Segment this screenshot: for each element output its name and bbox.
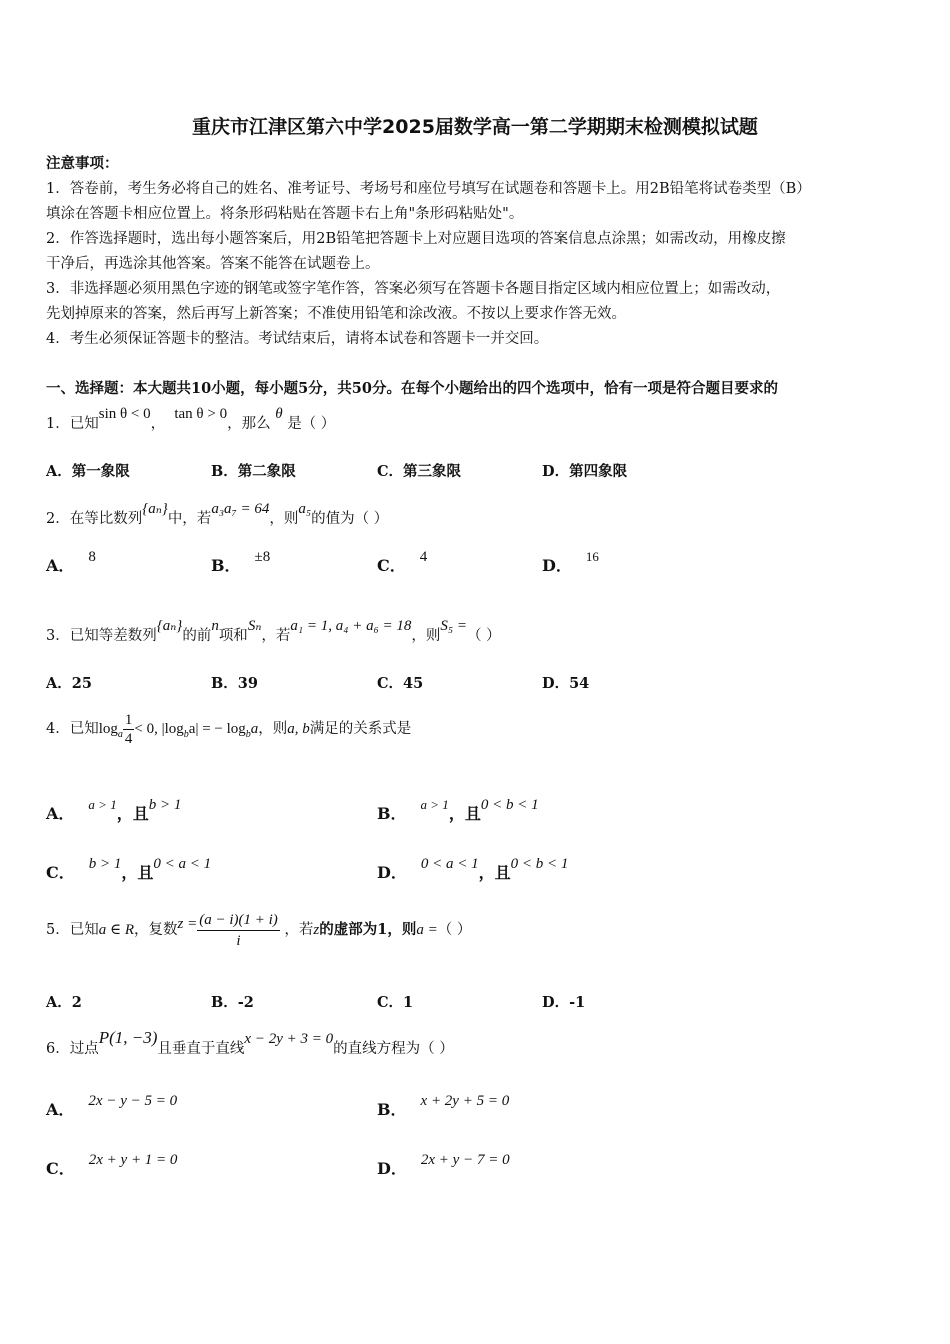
notice-line-3: 2．作答选择题时，选出每小题答案后，用2B铅笔把答题卡上对应题目选项的答案信息点涂黑；如需改动，用橡皮擦 bbox=[46, 231, 786, 247]
q1-sep1: ， bbox=[150, 416, 166, 432]
q3-text-3: ，若 bbox=[261, 628, 291, 644]
q5-option-a[interactable]: A．2 bbox=[46, 994, 82, 1011]
q3-option-c[interactable]: C．45 bbox=[377, 675, 424, 692]
section-heading: 一、选择题：本大题共10小题，每小题5分，共50分。在每个小题给出的四个选项中，恰有一项是符合题目要求的 bbox=[46, 380, 778, 397]
notice-line-1: 1．答卷前，考生务必将自己的姓名、准考证号、考场号和座位号填写在试题卷和答题卡上。用2B铅笔将试卷类型（B） bbox=[46, 181, 811, 197]
q5-math-frac bbox=[197, 910, 280, 951]
q5-math-z2: z bbox=[313, 922, 320, 938]
q6-text-num: 6．过点 bbox=[46, 1041, 99, 1057]
q2-label-a: A． bbox=[46, 556, 75, 575]
q5-text-1: ，复数 bbox=[134, 922, 178, 938]
q4-second-c: 0 < a < 1 bbox=[153, 856, 212, 872]
q4-conj-c: ，且 bbox=[121, 863, 154, 882]
q4-conj-a: ，且 bbox=[116, 804, 149, 823]
q4-math-rest2: a| = − log bbox=[188, 721, 246, 737]
q1-math-sin: sin θ < 0 bbox=[98, 406, 151, 422]
q1-end: 是（ ） bbox=[287, 416, 336, 432]
q2-label-d: D． bbox=[542, 556, 572, 575]
q3-text-2: 项和 bbox=[218, 628, 248, 644]
q4-math-base-b2: b bbox=[245, 729, 251, 740]
q6-math-line: x − 2y + 3 = 0 bbox=[244, 1031, 334, 1047]
q6-value-c: 2x + y + 1 = 0 bbox=[88, 1152, 178, 1168]
q6-label-b: B． bbox=[377, 1100, 407, 1119]
q2-option-b[interactable] bbox=[211, 549, 271, 576]
q4-math-a: a bbox=[250, 721, 259, 737]
q5-math-z: z = bbox=[177, 916, 198, 932]
q5-option-d[interactable]: D．-1 bbox=[542, 994, 586, 1011]
q2-option-d[interactable] bbox=[542, 549, 599, 576]
q3-math-seq: {aₙ} bbox=[156, 618, 183, 634]
q4-math-frac bbox=[123, 711, 135, 748]
q2-value-a: 8 bbox=[88, 549, 96, 565]
q3-math-cond: a₁ = 1, a₄ + a₆ = 18 bbox=[290, 618, 412, 634]
q5-math-a-in-r: a ∈ R bbox=[98, 922, 135, 938]
q4-frac-den: 4 bbox=[124, 730, 133, 747]
q5-frac-den: i bbox=[236, 932, 241, 949]
q6-option-a[interactable] bbox=[46, 1093, 178, 1120]
q5-text-num: 5．已知 bbox=[46, 922, 99, 938]
q1-sep2: ，那么 bbox=[227, 416, 271, 432]
q4-math-rest: < 0, |log bbox=[134, 721, 184, 737]
notice-line-7: 4．考生必须保证答题卡的整洁。考试结束后，请将本试卷和答题卡一并交回。 bbox=[46, 331, 549, 347]
q1-math-tan: tan θ > 0 bbox=[174, 406, 228, 422]
q5-option-c[interactable]: C．1 bbox=[377, 994, 414, 1011]
q4-conj-d: ，且 bbox=[478, 863, 511, 882]
q3-text-num: 3．已知等差数列 bbox=[46, 628, 157, 644]
q6-text-1: 且垂直于直线 bbox=[157, 1041, 245, 1057]
q4-math-log: log bbox=[98, 721, 118, 737]
notice-line-5: 3．非选择题必须用黑色字迹的钢笔或签字笔作答，答案必须写在答题卡各题目指定区域内相应位置上；如需改动， bbox=[46, 281, 781, 297]
q4-option-b[interactable] bbox=[377, 797, 539, 824]
q2-text-num: 2．在等比数列 bbox=[46, 511, 143, 527]
q5-frac-num: (a − i)(1 + i) bbox=[197, 910, 280, 931]
q5-end2: （ ） bbox=[437, 922, 472, 938]
q6-option-c[interactable] bbox=[46, 1152, 178, 1179]
q4-end: 满足的关系式是 bbox=[309, 721, 412, 737]
q4-option-d[interactable] bbox=[377, 856, 569, 883]
q6-value-a: 2x − y − 5 = 0 bbox=[88, 1093, 178, 1109]
question-1 bbox=[46, 406, 336, 433]
q6-value-d: 2x + y − 7 = 0 bbox=[420, 1152, 510, 1168]
q6-option-d[interactable] bbox=[377, 1152, 510, 1179]
q2-label-b: B． bbox=[211, 556, 241, 575]
q2-value-c: 4 bbox=[419, 549, 428, 565]
q1-option-c[interactable]: C．第三象限 bbox=[377, 463, 462, 480]
q2-math-cond: a₃a₇ = 64 bbox=[211, 501, 270, 517]
q2-text-2: ，则 bbox=[269, 511, 299, 527]
question-5 bbox=[46, 906, 471, 954]
notice-line-4: 干净后，再选涂其他答案。答案不能答在试题卷上。 bbox=[46, 256, 380, 272]
q6-label-d: D． bbox=[377, 1159, 407, 1178]
q2-option-c[interactable] bbox=[377, 549, 428, 576]
q1-option-d[interactable]: D．第四象限 bbox=[542, 463, 628, 480]
q6-math-point: P(1, −3) bbox=[98, 1028, 158, 1047]
notice-heading: 注意事项： bbox=[46, 155, 119, 172]
q4-math-base-b: b bbox=[183, 729, 189, 740]
q3-option-d[interactable]: D．54 bbox=[542, 675, 590, 692]
q5-end: 的虚部为1，则 bbox=[319, 921, 417, 938]
page-title: 重庆市江津区第六中学2025届数学高一第二学期期末检测模拟试题 bbox=[192, 116, 758, 138]
q6-label-c: C． bbox=[46, 1159, 75, 1178]
q3-math-s5: S₅ = bbox=[440, 618, 468, 634]
q4-option-a[interactable] bbox=[46, 797, 182, 824]
q5-option-b[interactable]: B．-2 bbox=[211, 994, 254, 1011]
q6-end: 的直线方程为（ ） bbox=[333, 1041, 454, 1057]
q2-value-b: ±8 bbox=[254, 549, 271, 565]
question-3 bbox=[46, 618, 501, 645]
q2-text-1: 中，若 bbox=[167, 511, 212, 527]
q4-first-b: a > 1 bbox=[420, 797, 449, 812]
q4-option-c[interactable] bbox=[46, 856, 212, 883]
q3-option-b[interactable]: B．39 bbox=[211, 675, 258, 692]
q6-option-b[interactable] bbox=[377, 1093, 510, 1120]
q2-option-a[interactable] bbox=[46, 549, 96, 576]
q4-text-1: ，则 bbox=[258, 721, 288, 737]
q3-text-4: ，则 bbox=[411, 628, 441, 644]
q4-conj-b: ，且 bbox=[448, 804, 481, 823]
q4-label-a: A． bbox=[46, 804, 75, 823]
question-6 bbox=[46, 1028, 454, 1058]
q3-option-a[interactable]: A．25 bbox=[46, 675, 92, 692]
q3-math-n: n bbox=[211, 618, 219, 634]
q5-math-a: a = bbox=[416, 922, 438, 938]
q1-option-b[interactable]: B．第二象限 bbox=[211, 463, 296, 480]
q3-math-sn: Sₙ bbox=[247, 618, 262, 634]
q4-second-a: b > 1 bbox=[148, 797, 182, 813]
q5-text-2: ，若 bbox=[284, 922, 314, 938]
q2-value-d: 16 bbox=[585, 549, 599, 564]
q4-first-a: a > 1 bbox=[88, 797, 117, 812]
q2-label-c: C． bbox=[377, 556, 406, 575]
q4-math-base-a: a bbox=[117, 729, 123, 740]
q1-text-num: 1．已知 bbox=[46, 416, 99, 432]
q4-frac-num: 1 bbox=[124, 711, 133, 728]
q4-second-b: 0 < b < 1 bbox=[480, 797, 539, 813]
q4-label-c: C． bbox=[46, 863, 75, 882]
q4-first-d: 0 < a < 1 bbox=[420, 856, 479, 872]
q1-option-a[interactable]: A．第一象限 bbox=[46, 463, 130, 480]
q2-math-a5: a₅ bbox=[298, 501, 312, 517]
question-4 bbox=[46, 707, 411, 751]
q3-end: （ ） bbox=[467, 628, 501, 644]
question-2 bbox=[46, 501, 389, 528]
q4-first-c: b > 1 bbox=[88, 856, 122, 872]
q4-math-ab: a, b bbox=[287, 721, 310, 737]
q2-end: 的值为（ ） bbox=[311, 511, 389, 527]
q1-math-theta: θ bbox=[275, 406, 283, 422]
q3-text-1: 的前 bbox=[182, 628, 212, 644]
q4-text-num: 4．已知 bbox=[46, 721, 99, 737]
q2-math-seq: {aₙ} bbox=[142, 501, 168, 517]
q4-label-d: D． bbox=[377, 863, 407, 882]
q4-second-d: 0 < b < 1 bbox=[510, 856, 569, 872]
q6-value-b: x + 2y + 5 = 0 bbox=[420, 1093, 510, 1109]
notice-line-6: 先划掉原来的答案，然后再写上新答案；不准使用铅笔和涂改液。不按以上要求作答无效。 bbox=[46, 306, 626, 322]
q4-label-b: B． bbox=[377, 804, 407, 823]
q6-label-a: A． bbox=[46, 1100, 75, 1119]
notice-line-2: 填涂在答题卡相应位置上。将条形码粘贴在答题卡右上角"条形码粘贴处"。 bbox=[46, 206, 524, 222]
